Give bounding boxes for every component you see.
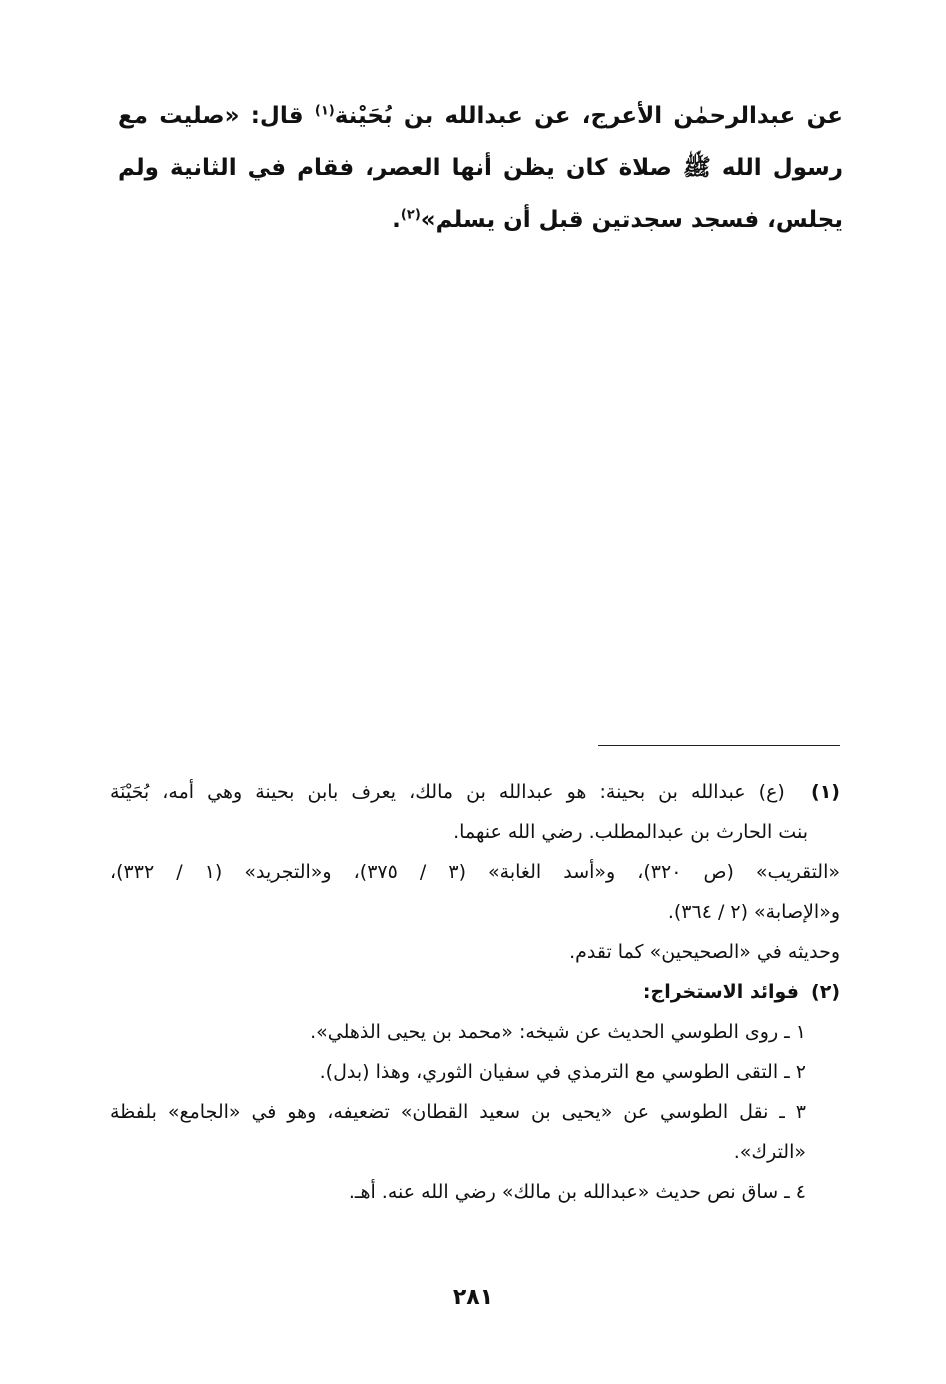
footnote-1-line-1 — [110, 772, 840, 812]
footnote-separator — [598, 745, 840, 746]
hadith-text-middle: قال: «صليت مع رسول الله ﷺ صلاة كان يظن أنها العصر، فقام في الثانية ولم يجلس، فسجد سجدتين قبل أن يسلم» — [118, 103, 843, 233]
footnote-2-item-3-line-1: ٣ ـ نقل الطوسي عن «يحيى بن سعيد القطان» تضعيفه، وهو في «الجامع» بلفظة — [110, 1101, 806, 1123]
footnote-ref-2[interactable]: (٢) — [400, 207, 421, 223]
hadith-text-end: . — [392, 207, 401, 233]
footnote-1-line-2: بنت الحارث بن عبدالمطلب. رضي الله عنهما. — [453, 821, 808, 843]
footnote-2-number: (٢) — [811, 981, 840, 1003]
footnote-2-item-1: ١ ـ روى الطوسي الحديث عن شيخه: «محمد بن يحيى الذهلي». — [310, 1021, 806, 1043]
footnote-1-line-1-text: (ع) عبدالله بن بحينة: هو عبدالله بن مالك، يعرف بابن بحينة وهي أمه، بُحَيْنَة — [110, 781, 785, 803]
footnote-2 — [110, 972, 840, 1212]
footnote-1-line-4: و«الإصابة» (٢ / ٣٦٤). — [667, 901, 840, 923]
footnote-2-heading-line — [110, 972, 840, 1012]
footnote-1-line-5: وحديثه في «الصحيحين» كما تقدم. — [569, 941, 840, 963]
footnote-2-item-4: ٤ ـ ساق نص حديث «عبدالله بن مالك» رضي الله عنه. أهـ. — [348, 1181, 806, 1203]
footnote-1-line-3: «التقريب» (ص ٣٢٠)، و«أسد الغابة» (٣ / ٣٧٥)، و«التجريد» (١ / ٣٣٢)، — [110, 861, 840, 883]
footnote-2-item-3-line-2: «الترك». — [733, 1141, 806, 1163]
footnote-1-number: (١) — [811, 781, 840, 803]
footnote-1 — [110, 772, 840, 972]
main-body-text — [118, 90, 843, 246]
hadith-paragraph — [118, 90, 843, 246]
footnote-2-item-2: ٢ ـ التقى الطوسي مع الترمذي في سفيان الثوري، وهذا (بدل). — [319, 1061, 806, 1083]
footnotes-section — [110, 772, 840, 1212]
hadith-text-start: عن عبدالرحمٰن الأعرج، عن عبدالله بن بُحَيْنة — [334, 103, 843, 129]
footnote-ref-1[interactable]: (١) — [314, 103, 335, 119]
footnote-2-heading: فوائد الاستخراج: — [642, 981, 799, 1003]
page-number: ٢٨١ — [452, 1285, 494, 1310]
